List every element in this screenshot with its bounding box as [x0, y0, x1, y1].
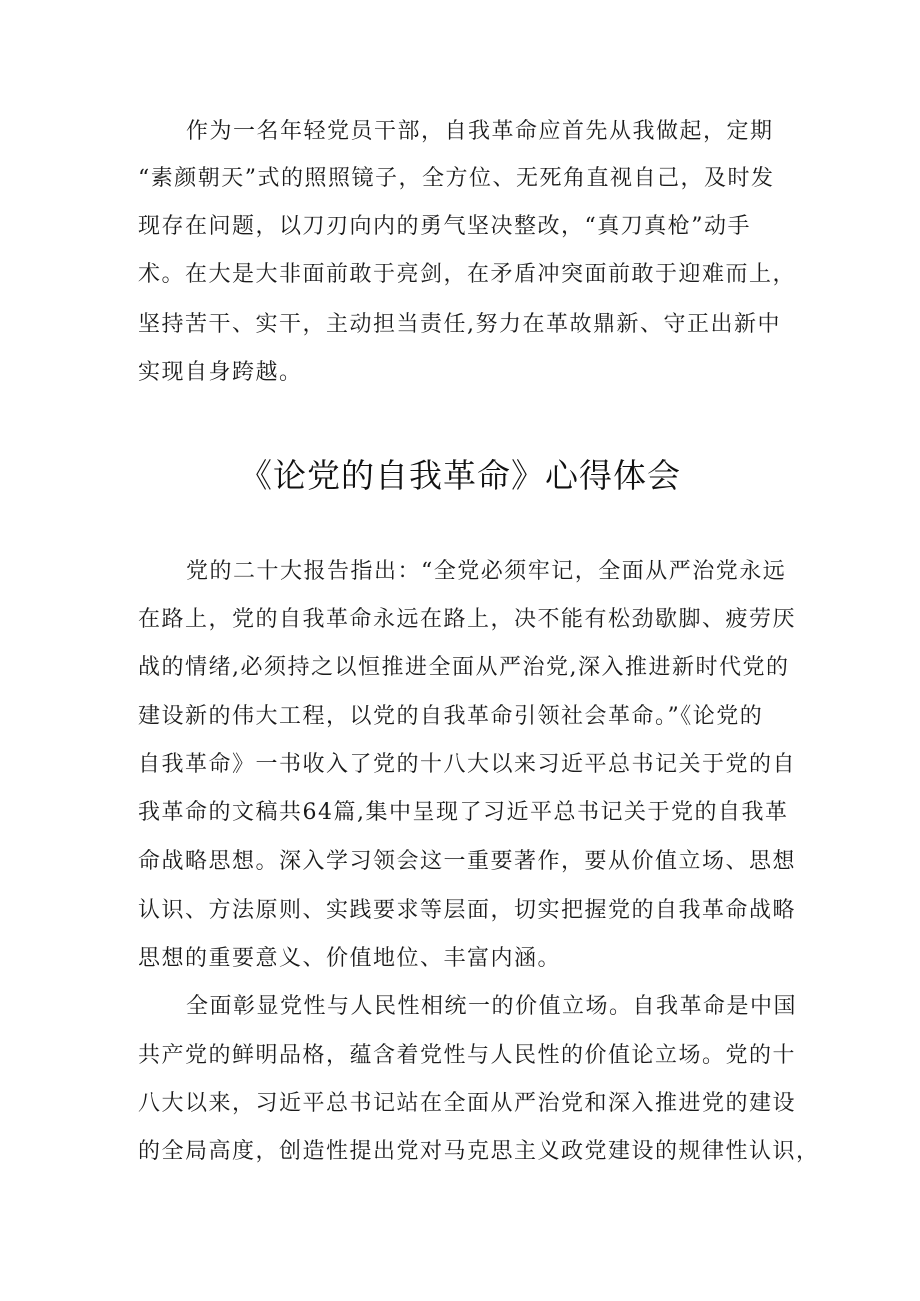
- intro-line-1: 作为一名年轻党员干部，自我革命应首先从我做起，定期: [186, 119, 774, 144]
- p1-line-2: 在路上，党的自我革命永远在路上，决不能有松劲歇脚、疲劳厌: [138, 607, 797, 632]
- p1-line-8: 认识、方法原则、实践要求等层面，切实把握党的自我革命战略: [138, 898, 797, 923]
- p1-line-5: 自我革命》一书收入了党的十八大以来习近平总书记关于党的自: [138, 752, 797, 777]
- intro-line-6: 实现自身跨越。: [138, 360, 303, 385]
- p1-line-4: 建设新的伟大工程，以党的自我革命引领社会革命。”《论党的: [138, 704, 764, 729]
- p1-line-6: 我革命的文稿共64篇,集中呈现了习近平总书记关于党的自我革: [138, 800, 789, 825]
- intro-line-4: 术。在大是大非面前敢于亮剑，在矛盾冲突面前敢于迎难而上，: [138, 262, 797, 287]
- p1-line-3: 战的情绪,必须持之以恒推进全面从严治党,深入推进新时代党的: [138, 655, 790, 680]
- p1-line-9: 思想的重要意义、价值地位、丰富内涵。: [138, 946, 562, 971]
- p2-line-4: 的全局高度，创造性提出党对马克思主义政党建设的规律性认识，: [138, 1139, 820, 1164]
- article-title: 《论党的自我革命》心得体会: [239, 456, 681, 495]
- p2-line-3: 八大以来，习近平总书记站在全面从严治党和深入推进党的建设: [138, 1091, 797, 1116]
- intro-line-5: 坚持苦干、实干，主动担当责任,努力在革故鼎新、守正出新中: [138, 312, 781, 337]
- intro-line-2: “素颜朝天”式的照照镜子，全方位、无死角直视自己，及时发: [138, 166, 775, 191]
- p1-line-1: 党的二十大报告指出：“全党必须牢记，全面从严治党永远: [186, 559, 787, 584]
- p2-line-1: 全面彰显党性与人民性相统一的价值立场。自我革命是中国: [186, 994, 798, 1019]
- p1-line-7: 命战略思想。深入学习领会这一重要著作，要从价值立场、思想: [138, 849, 797, 874]
- intro-line-3: 现存在问题，以刀刃向内的勇气坚决整改，“真刀真枪”动手: [138, 214, 751, 239]
- p2-line-2: 共产党的鲜明品格，蕴含着党性与人民性的价值论立场。党的十: [138, 1043, 797, 1068]
